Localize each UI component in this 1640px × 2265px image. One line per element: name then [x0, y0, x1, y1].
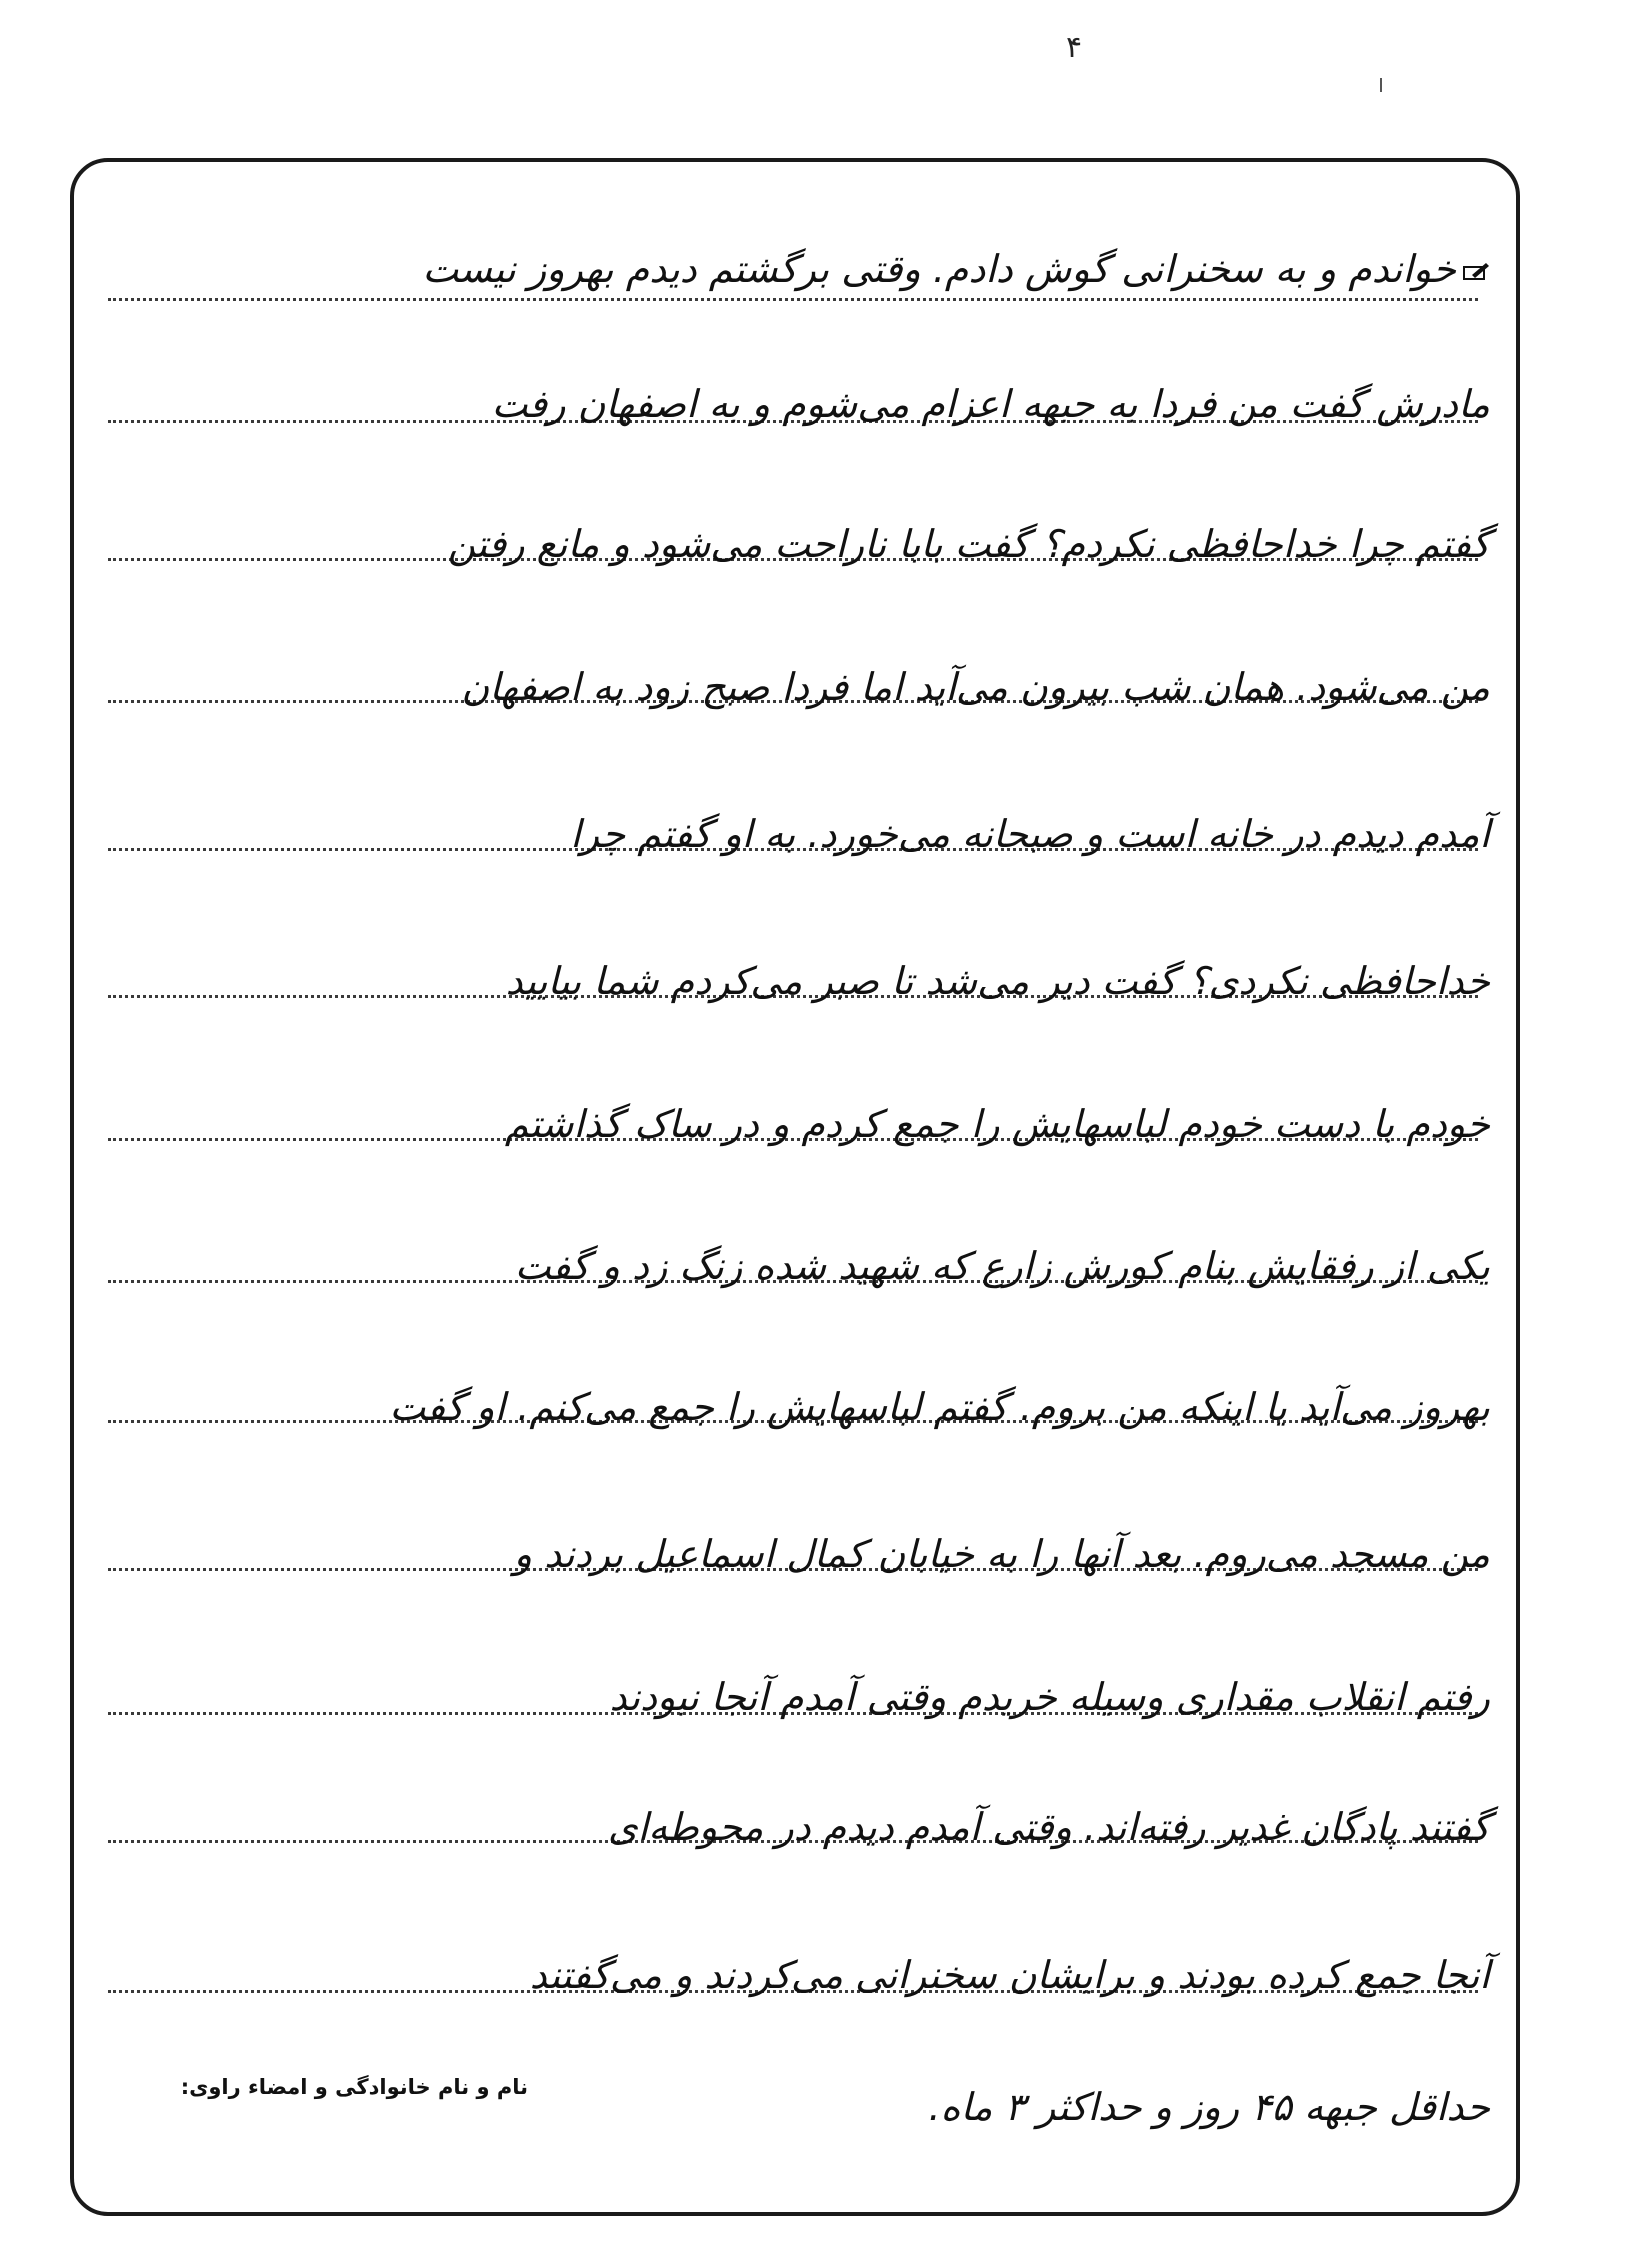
handwritten-line: آنجا جمع کرده بودند و برایشان سخنرانی می‌کردند و می‌گفتند: [529, 1953, 1490, 1997]
handwritten-line: خودم با دست خودم لباسهایش را جمع کردم و در ساک گذاشتم: [504, 1102, 1490, 1146]
handwritten-line: رفتم انقلاب مقداری وسیله خریدم وقتی آمدم آنجا نبودند: [609, 1675, 1490, 1719]
narrator-signature-label: نام و نام خانوادگی و امضاء راوی:: [180, 2075, 528, 2099]
handwritten-line: گفتند پادگان غدیر رفته‌اند. وقتی آمدم دیدم در محوطه‌ای: [607, 1805, 1490, 1849]
handwritten-line: بهروز می‌آید یا اینکه من بروم. گفتم لباسهایش را جمع می‌کنم. او گفت: [389, 1385, 1490, 1429]
handwritten-line: من مسجد می‌روم. بعد آنها را به خیابان کمال اسماعیل بردند و: [513, 1532, 1490, 1576]
handwritten-line: خداحافظی نکردی؟ گفت دیر می‌شد تا صبر می‌کردم شما بیایید: [505, 959, 1490, 1003]
line-text: خواندم و به سخنرانی گوش دادم. وقتی برگشتم دیدم بهروز نیست: [422, 247, 1456, 291]
handwritten-line: [422, 247, 1490, 291]
handwritten-line: من می‌شود. همان شب بیرون می‌آید اما فردا صبح زود به اصفهان: [461, 665, 1490, 709]
handwritten-line: آمدم دیدم در خانه است و صبحانه می‌خورد. به او گفتم چرا: [570, 812, 1490, 856]
handwritten-line: گفتم چرا خداحافظی نکردم؟ گفت بابا ناراحت می‌شود و مانع رفتن: [447, 522, 1490, 566]
page-number: ۴: [1066, 30, 1083, 65]
handwritten-line: مادرش گفت من فردا به جبهه اعزام می‌شوم و به اصفهان رفت: [491, 382, 1490, 426]
ruled-line: [108, 298, 1478, 301]
handwritten-last-line: حداقل جبهه ۴۵ روز و حداکثر ۳ ماه.: [928, 2085, 1490, 2129]
handwritten-line: یکی از رفقایش بنام کورش زارع که شهید شده زنگ زد و گفت: [514, 1244, 1490, 1288]
pen-writing-icon: [1462, 261, 1490, 283]
